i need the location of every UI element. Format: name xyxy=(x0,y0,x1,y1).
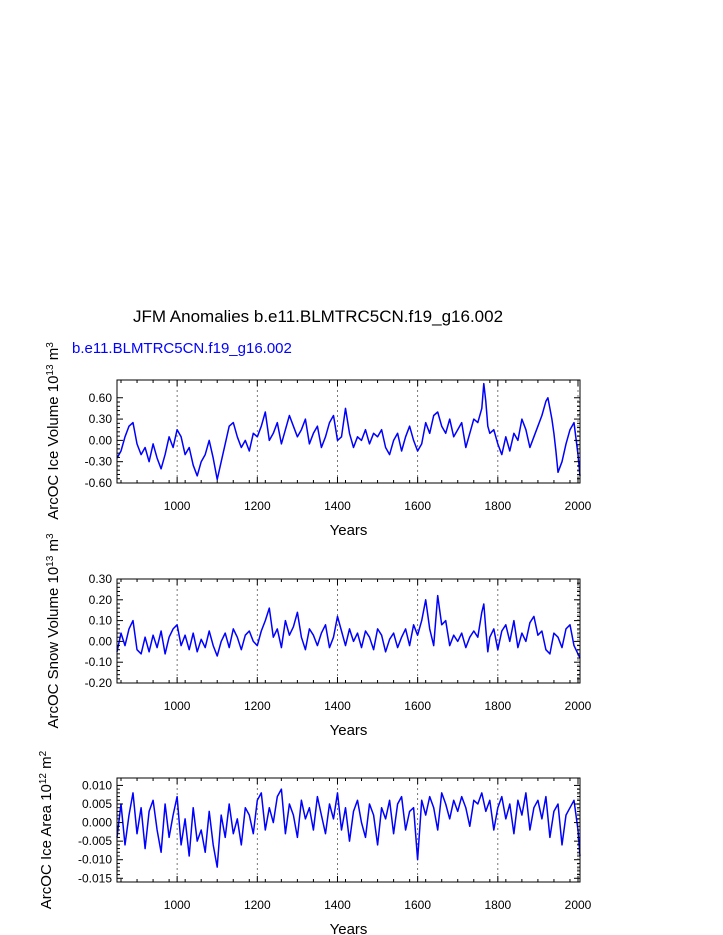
y-tick-label: 0.10 xyxy=(88,613,112,628)
x-axis-label: Years xyxy=(329,522,368,539)
y-tick-label: 0.30 xyxy=(88,412,112,427)
x-tick-label: 1200 xyxy=(243,898,271,912)
x-tick-label: 1600 xyxy=(404,499,432,513)
y-tick-label: 0.00 xyxy=(88,634,112,649)
series-line xyxy=(117,384,580,480)
series-line xyxy=(117,789,580,867)
series-line xyxy=(117,596,580,658)
x-tick-label: 1400 xyxy=(324,699,351,713)
y-tick-label: -0.005 xyxy=(77,834,112,849)
x-tick-label: 1800 xyxy=(484,699,512,713)
y-tick-label: 0.000 xyxy=(81,815,112,830)
y-tick-label: 0.60 xyxy=(88,390,112,405)
y-tick-label: 0.00 xyxy=(88,433,112,448)
x-tick-label: 2000 xyxy=(564,898,592,912)
x-tick-label: 2000 xyxy=(564,699,592,713)
y-tick-label: -0.010 xyxy=(77,852,112,867)
x-tick-label: 1400 xyxy=(324,499,351,513)
figure-title: JFM Anomalies b.e11.BLMTRC5CN.f19_g16.002 xyxy=(132,307,504,326)
x-tick-label: 1800 xyxy=(484,898,512,912)
x-tick-label: 1000 xyxy=(163,898,191,912)
x-axis-label: Years xyxy=(329,722,368,739)
x-tick-label: 1000 xyxy=(163,699,191,713)
x-tick-label: 1000 xyxy=(163,499,191,513)
y-tick-label: -0.10 xyxy=(84,655,112,670)
y-axis-label: ArcOC Snow Volume $10^{13}$ $m^3$ xyxy=(44,533,62,729)
x-axis-label: Years xyxy=(329,921,368,935)
panel-ice-area xyxy=(38,750,592,935)
x-tick-label: 1600 xyxy=(404,699,432,713)
y-axis-label: ArcOC Ice Volume $10^{13}$ $m^3$ xyxy=(44,342,62,520)
y-axis-label: ArcOC Ice Area $10^{12}$ $m^2$ xyxy=(37,750,55,910)
y-tick-label: 0.30 xyxy=(88,572,112,586)
x-tick-label: 1200 xyxy=(243,699,271,713)
x-tick-label: 1200 xyxy=(243,499,271,513)
x-tick-label: 1800 xyxy=(484,499,512,513)
y-tick-label: -0.20 xyxy=(84,676,112,690)
y-tick-label: -0.30 xyxy=(84,454,112,469)
y-tick-label: -0.015 xyxy=(77,871,112,886)
figure-subtitle: b.e11.BLMTRC5CN.f19_g16.002 xyxy=(72,340,292,357)
y-tick-label: -0.60 xyxy=(84,476,112,490)
panel-snow-volume xyxy=(45,533,592,739)
x-tick-label: 2000 xyxy=(564,499,592,513)
chart-panels xyxy=(38,342,592,935)
y-tick-label: 0.20 xyxy=(88,592,112,607)
y-tick-label: 0.005 xyxy=(81,797,112,811)
x-tick-label: 1400 xyxy=(324,898,351,912)
y-tick-label: 0.010 xyxy=(81,778,112,793)
x-tick-label: 1600 xyxy=(404,898,432,912)
panel-ice-volume xyxy=(45,342,592,539)
